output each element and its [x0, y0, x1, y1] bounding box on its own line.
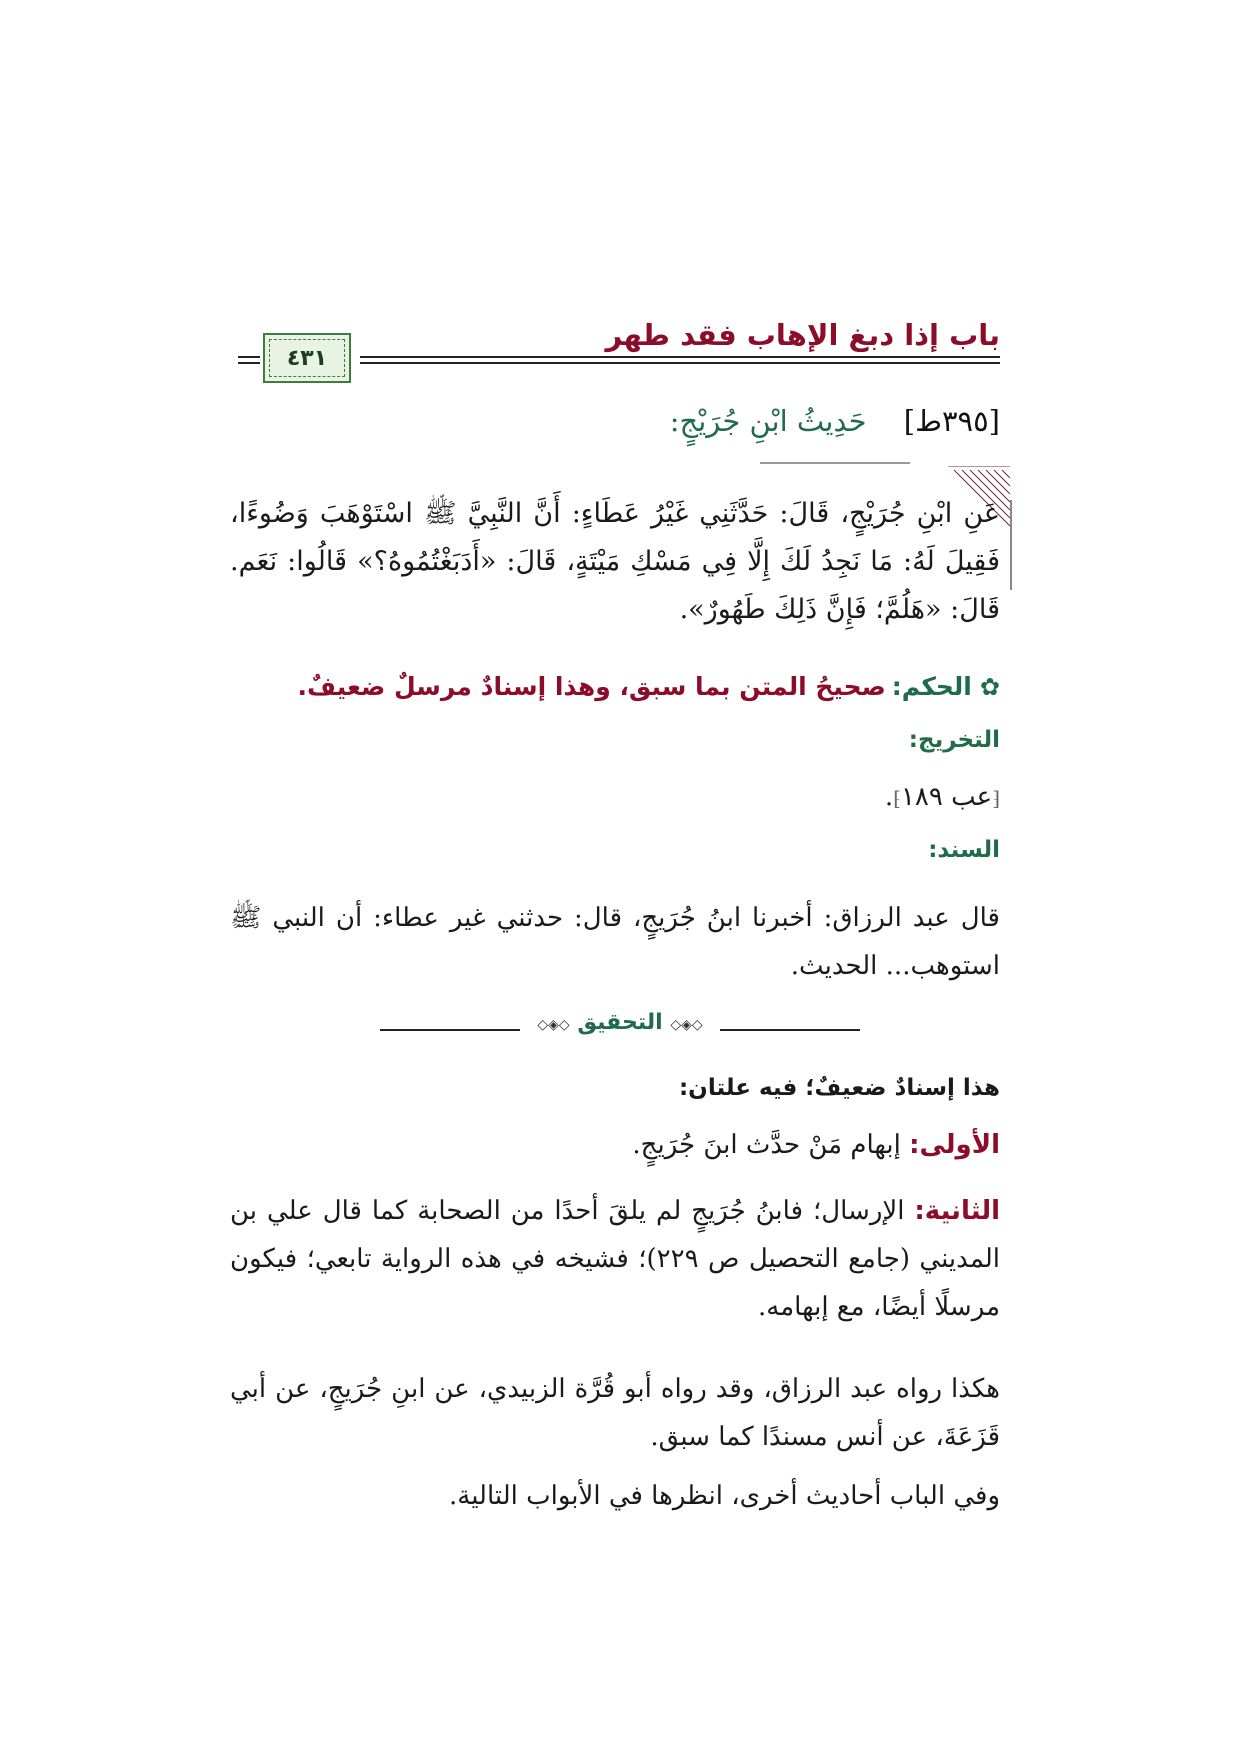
- page-number: ٤٣١: [286, 345, 328, 371]
- second-text: الإرسال؛ فابنُ جُرَيجٍ لم يلقَ أحدًا من الصحابة كما قال علي بن المديني (جامع التحصيل ص ٢٢٩)؛ فشيخه في هذه الرواية تابعي؛ فيكون مرسلًا أيضًا، مع إبهامه.: [230, 1196, 1000, 1322]
- header-rule-right: [360, 356, 1000, 358]
- flower-icon: ✿: [979, 673, 1000, 701]
- first-label: الأولى:: [909, 1130, 1000, 1160]
- divider-ornament-icon: ◇◈◇: [670, 1017, 703, 1033]
- ruling-line: [298, 672, 1000, 701]
- open-bracket-icon: ⁅: [992, 786, 1000, 810]
- paragraph-four: وفي الباب أحاديث أخرى، انظرها في الأبواب التالية.: [448, 1481, 1000, 1511]
- second-label: الثانية:: [914, 1196, 1000, 1226]
- tahqiq-divider: [380, 1010, 860, 1046]
- second-reason: [230, 1187, 1000, 1331]
- page-number-frame: [269, 339, 345, 377]
- close-bracket-icon: ⁆: [893, 786, 901, 810]
- first-text: إبهام مَنْ حدَّث ابنَ جُرَيجٍ.: [632, 1130, 901, 1160]
- tahqiq-intro: هذا إسنادٌ ضعيفٌ؛ فيه علتان:: [678, 1075, 1000, 1101]
- page-number-badge: [263, 333, 351, 383]
- takhrij-ref: عب ١٨٩: [900, 782, 993, 812]
- header-rule-left-2: [238, 362, 260, 364]
- header-rule-right-2: [360, 362, 1000, 364]
- hadith-number: [٣٩٥ط]: [903, 404, 1000, 438]
- tahqiq-title: التحقيق: [577, 1010, 663, 1035]
- ruling-text: صحيحُ المتن بما سبق، وهذا إسنادٌ مرسلٌ ضعيفٌ.: [297, 672, 886, 701]
- ruling-label: الحكم:: [891, 672, 972, 701]
- divider-ornament-icon: ◇◈◇: [537, 1017, 570, 1033]
- hadith-heading: [670, 404, 1000, 438]
- sanad-text: قال عبد الرزاق: أخبرنا ابنُ جُرَيجٍ، قال: حدثني غير عطاء: أن النبي ﷺ استوهب... الحديث.: [230, 903, 1000, 981]
- tahqiq-heading: [380, 1010, 860, 1035]
- heading-underline: [760, 462, 910, 464]
- takhrij-ref-line: ⁅عب ١٨٩⁆.: [884, 782, 1000, 812]
- sanad-title: السند:: [928, 837, 1000, 863]
- paragraph-three: هكذا رواه عبد الرزاق، وقد رواه أبو قُرَّة الزبيدي، عن ابنِ جُرَيجٍ، عن أبي قَزَعَةَ، عن أنس مسندًا كما سبق.: [230, 1374, 1000, 1452]
- takhrij-title: التخريج:: [908, 727, 1000, 753]
- hadith-text: عَنِ ابْنِ جُرَيْجٍ، قَالَ: حَدَّثَنِي غَيْرُ عَطَاءٍ: أَنَّ النَّبِيَّ ﷺ اسْتَوْهَبَ وَضُوءًا، فَقِيلَ لَهُ: مَا نَجِدُ لَكَ إِلَّا فِي مَسْكِ مَيْتَةٍ، قَالَ: «أَدَبَغْتُمُوهُ؟» قَالُوا: نَعَم. قَالَ: «هَلُمَّ؛ فَإِنَّ ذَلِكَ طَهُورٌ».: [230, 498, 1000, 625]
- first-reason: [632, 1130, 1000, 1160]
- chapter-title: باب إذا دبغ الإهاب فقد طهر: [605, 318, 1000, 352]
- header-rule-left: [238, 356, 260, 358]
- hadith-title: حَدِيثُ ابْنِ جُرَيْجٍ:: [669, 404, 867, 438]
- hadith-side-bar: [1010, 500, 1012, 590]
